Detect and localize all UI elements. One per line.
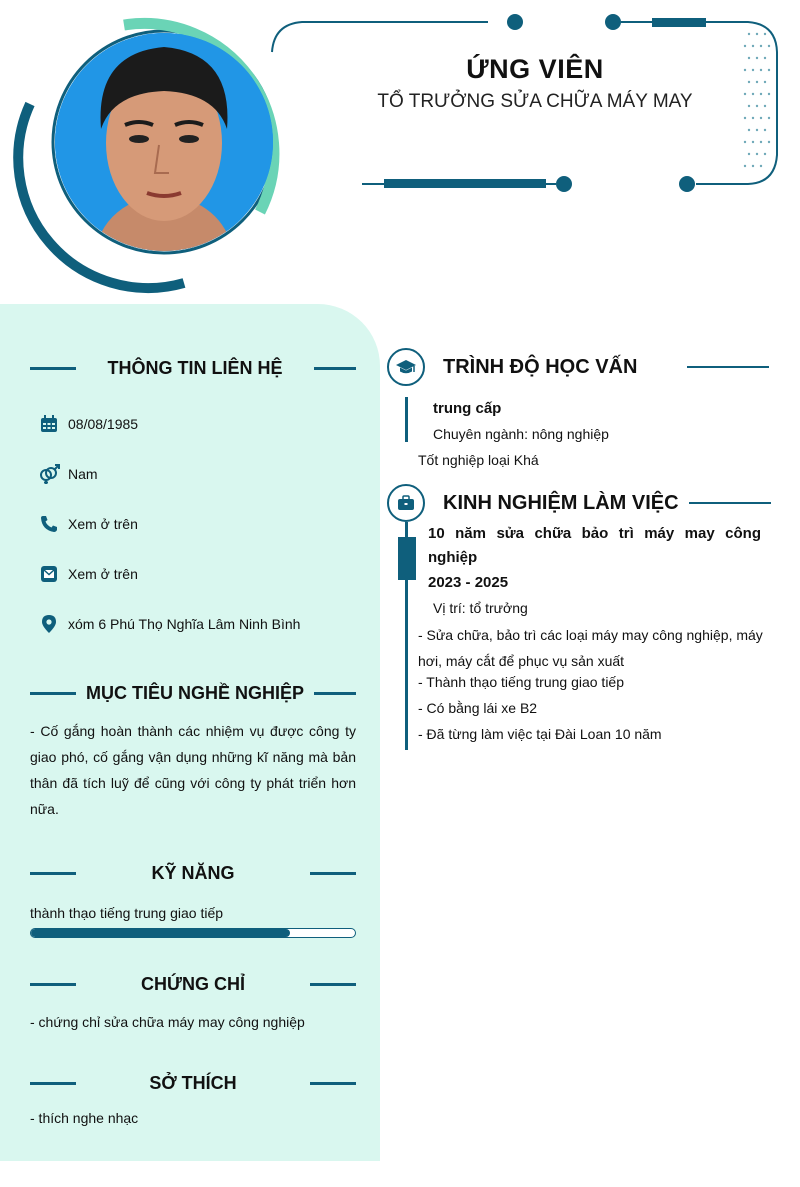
- email-text: Xem ở trên: [68, 566, 138, 582]
- objective-text: - Cố gắng hoàn thành các nhiệm vụ được công ty giao phó, cố gắng vận dụng những kĩ năng mà bản thân đã tích luỹ để cũng với công ty phát triển hơn nữa.: [30, 723, 356, 817]
- education-timeline-line: [405, 397, 408, 442]
- education-section-header: [387, 348, 769, 386]
- birthdate-text: 08/08/1985: [68, 416, 139, 432]
- certificates-section-header: [30, 974, 356, 995]
- experience-detail: - Thành thạo tiếng trung giao tiếp: [418, 674, 625, 690]
- certificates-heading: CHỨNG CHỈ: [141, 974, 245, 994]
- contact-item-address: [38, 613, 300, 635]
- skills-heading: KỸ NĂNG: [151, 863, 235, 883]
- phone-text: Xem ở trên: [68, 516, 138, 532]
- experience-timeline-marker: [398, 537, 416, 580]
- experience-section-header: [387, 484, 771, 522]
- contact-item-birthdate: [38, 413, 138, 435]
- contact-heading: THÔNG TIN LIÊN HỆ: [107, 358, 283, 378]
- objective-heading: MỤC TIÊU NGHỀ NGHIỆP: [85, 683, 304, 703]
- objective-section-header: [30, 683, 356, 704]
- briefcase-icon: [387, 484, 425, 522]
- candidate-name: ỨNG VIÊN: [466, 54, 604, 84]
- certificates-text: - chứng chỉ sửa chữa máy may công nghiệp: [30, 1014, 305, 1030]
- education-grade: Tốt nghiệp loại Khá: [418, 452, 539, 468]
- education-major: Chuyên ngành: nông nghiệp: [433, 426, 609, 442]
- contact-item-email: [38, 563, 138, 585]
- avatar: [55, 33, 273, 251]
- gender-text: Nam: [68, 466, 98, 482]
- experience-heading: KINH NGHIỆM LÀM VIỆC: [443, 491, 679, 514]
- skill-level-fill: [31, 929, 290, 937]
- experience-role: Vị trí: tổ trưởng: [433, 600, 528, 616]
- experience-detail: - Đã từng làm việc tại Đài Loan 10 năm: [418, 726, 662, 742]
- address-text: xóm 6 Phú Thọ Nghĩa Lâm Ninh Bình: [68, 616, 301, 632]
- gender-icon: [38, 463, 60, 485]
- phone-icon: [38, 513, 60, 535]
- candidate-position: TỔ TRƯỞNG SỬA CHỮA MÁY MAY: [377, 91, 693, 112]
- name-block: [330, 54, 740, 113]
- contact-item-phone: [38, 513, 138, 535]
- experience-detail: - Sửa chữa, bảo trì các loại máy may công nghiệp, máy hơi, máy cắt để phục vụ sản xuất: [418, 627, 763, 669]
- hobbies-text: - thích nghe nhạc: [30, 1110, 139, 1126]
- contact-item-gender: [38, 463, 98, 485]
- skill-level-bar: [30, 928, 356, 938]
- hobbies-section-header: [30, 1073, 356, 1094]
- contact-section-header: [30, 358, 356, 379]
- experience-period: 2023 - 2025: [428, 574, 509, 591]
- graduation-cap-icon: [387, 348, 425, 386]
- education-heading: TRÌNH ĐỘ HỌC VẤN: [443, 355, 638, 378]
- calendar-icon: [38, 413, 60, 435]
- education-level: trung cấp: [433, 400, 502, 417]
- email-icon: [38, 563, 60, 585]
- experience-detail: - Có bằng lái xe B2: [418, 700, 538, 716]
- skills-section-header: [30, 863, 356, 884]
- skill-name: thành thạo tiếng trung giao tiếp: [30, 905, 224, 921]
- location-icon: [38, 613, 60, 635]
- hobbies-heading: SỞ THÍCH: [149, 1073, 237, 1093]
- experience-title: 10 năm sửa chữa bảo trì máy may công nghiệp: [428, 525, 761, 566]
